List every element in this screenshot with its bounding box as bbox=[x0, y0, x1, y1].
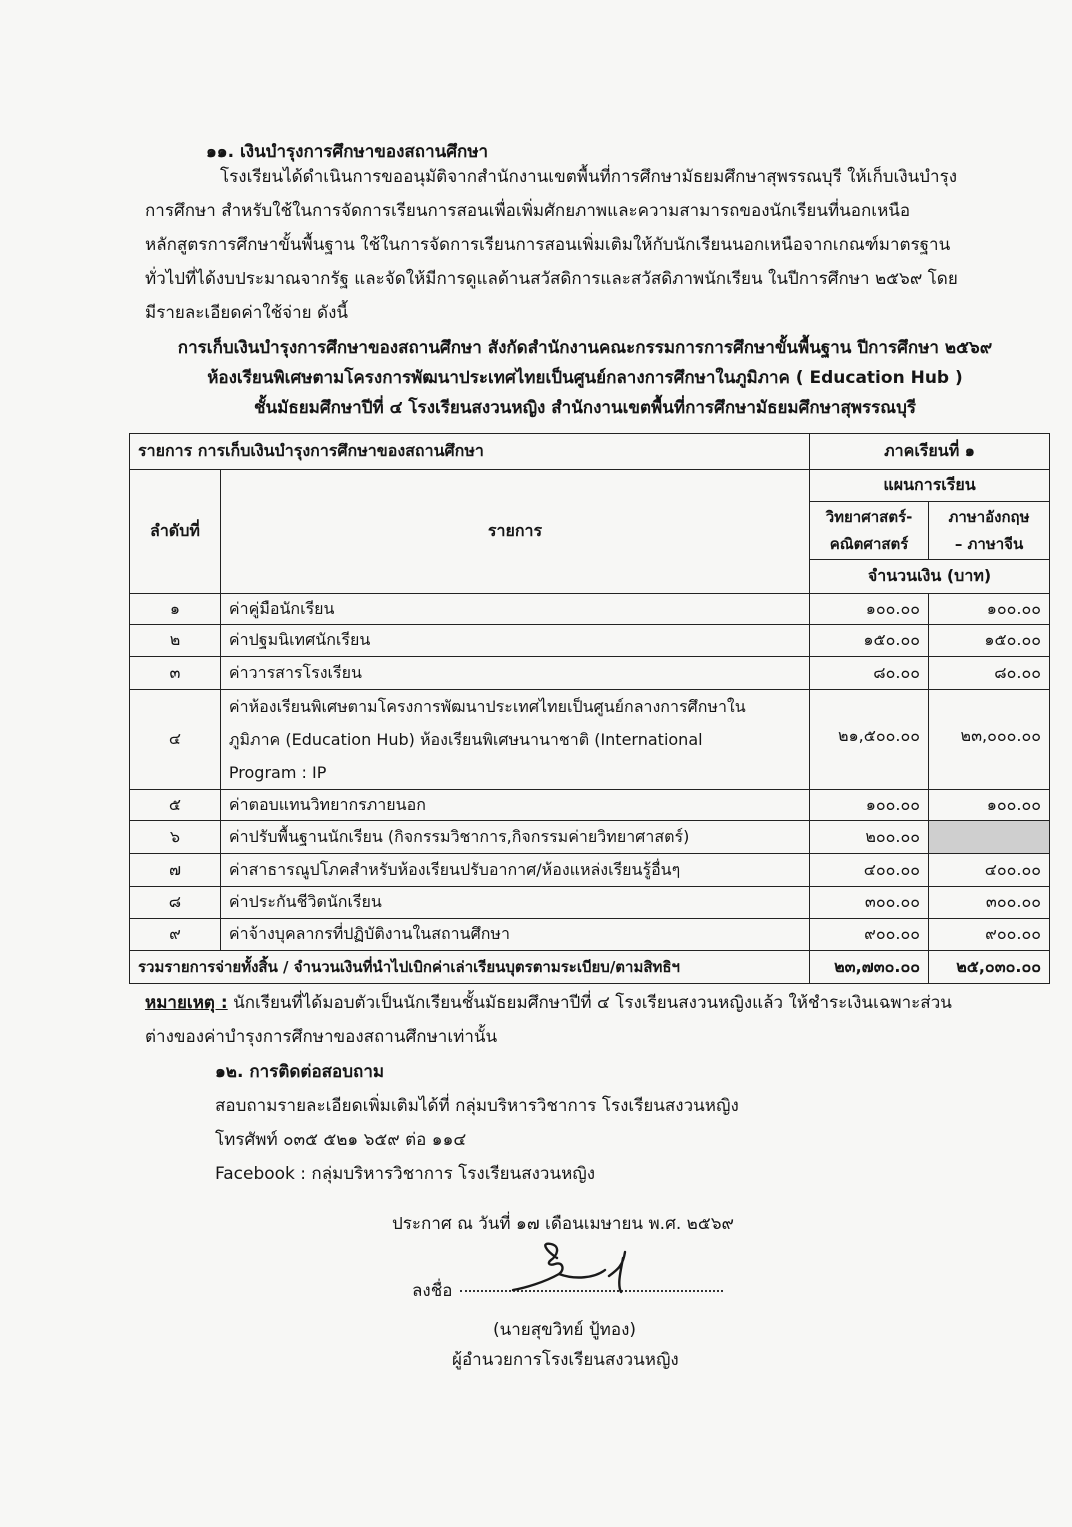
total-plan1: ๒๓,๗๓๐.๐๐ bbox=[810, 951, 929, 984]
plan-eng-chinese-header bbox=[929, 502, 1050, 560]
row-item: ค่าสาธารณูปโภคสำหรับห้องเรียนปรับอากาศ/ห้องแหล่งเรียนรู้อื่นๆ bbox=[220, 854, 809, 887]
row-item: ค่าประกันชีวิตนักเรียน bbox=[220, 887, 809, 919]
item-header: รายการ bbox=[220, 470, 809, 594]
no-header: ลำดับที่ bbox=[130, 470, 221, 594]
plan2-line: – ภาษาจีน bbox=[954, 534, 1024, 553]
contact-line: โทรศัพท์ ๐๓๕ ๕๒๑ ๖๕๙ ต่อ ๑๑๔ bbox=[215, 1130, 467, 1150]
plan-sci-math-header bbox=[810, 502, 929, 560]
row-value-plan2-shaded bbox=[929, 821, 1050, 854]
row-item: ค่าจ้างบุคลากรที่ปฏิบัติงานในสถานศึกษา bbox=[220, 919, 809, 951]
row-no: ๕ bbox=[130, 790, 221, 821]
amount-header: จำนวนเงิน (บาท) bbox=[810, 560, 1050, 594]
total-label: รวมรายการจ่ายทั้งสิ้น / จำนวนเงินที่นำไปเบิกค่าเล่าเรียนบุตรตามระเบียบ/ตามสิทธิฯ bbox=[130, 951, 810, 984]
table-title-line-3: ชั้นมัธยมศึกษาปีที่ ๔ โรงเรียนสงวนหญิง สำนักงานเขตพื้นที่การศึกษามัธยมศึกษาสุพรรณบุรี bbox=[253, 398, 917, 418]
row-value-plan2: ๑๐๐.๐๐ bbox=[929, 594, 1050, 625]
total-plan2: ๒๕,๐๓๐.๐๐ bbox=[929, 951, 1050, 984]
row-value-plan1: ๑๕๐.๐๐ bbox=[810, 625, 929, 657]
plan2-line: ภาษาอังกฤษ bbox=[948, 507, 1030, 526]
note bbox=[145, 986, 1005, 1054]
row-value-plan2: ๓๐๐.๐๐ bbox=[929, 887, 1050, 919]
row-no: ๖ bbox=[130, 821, 221, 854]
plan1-line: คณิตศาสตร์ bbox=[829, 534, 909, 553]
row-no: ๗ bbox=[130, 854, 221, 887]
row-value-plan2: ๑๕๐.๐๐ bbox=[929, 625, 1050, 657]
row-value-plan1: ๔๐๐.๐๐ bbox=[810, 854, 929, 887]
handwritten-signature bbox=[505, 1240, 635, 1304]
plan-header: แผนการเรียน bbox=[810, 470, 1050, 502]
row-value-plan1: ๒๐๐.๐๐ bbox=[810, 821, 929, 854]
row-value-plan1: ๓๐๐.๐๐ bbox=[810, 887, 929, 919]
contact-section bbox=[215, 1055, 739, 1191]
row-no: ๒ bbox=[130, 625, 221, 657]
table-total-row bbox=[130, 951, 1050, 984]
plan1-line: วิทยาศาสตร์- bbox=[825, 507, 913, 526]
section-12-heading: ๑๒. การติดต่อสอบถาม bbox=[215, 1062, 385, 1082]
intro-line: มีรายละเอียดค่าใช้จ่าย ดังนี้ bbox=[145, 303, 349, 323]
row-item-line: ค่าห้องเรียนพิเศษตามโครงการพัฒนาประเทศไทยเป็นศูนย์กลางการศึกษาใน bbox=[228, 697, 746, 716]
row-value-plan2: ๙๐๐.๐๐ bbox=[929, 919, 1050, 951]
note-text: นักเรียนที่ได้มอบตัวเป็นนักเรียนชั้นมัธยมศึกษาปีที่ ๔ โรงเรียนสงวนหญิงแล้ว ให้ชำระเงินเฉพาะส่วน bbox=[227, 993, 952, 1013]
row-value-plan1: ๑๐๐.๐๐ bbox=[810, 790, 929, 821]
table-header-title: รายการ การเก็บเงินบำรุงการศึกษาของสถานศึกษา bbox=[130, 434, 810, 470]
semester-header: ภาคเรียนที่ ๑ bbox=[810, 434, 1050, 470]
table-row bbox=[130, 854, 1050, 887]
table-row bbox=[130, 690, 1050, 790]
contact-line: สอบถามรายละเอียดเพิ่มเติมได้ที่ กลุ่มบริหารวิชาการ โรงเรียนสงวนหญิง bbox=[215, 1096, 739, 1116]
signature-label: ลงชื่อ bbox=[412, 1281, 453, 1301]
row-value-plan2: ๑๐๐.๐๐ bbox=[929, 790, 1050, 821]
row-item-line: Program : IP bbox=[228, 763, 327, 782]
row-no: ๙ bbox=[130, 919, 221, 951]
row-no: ๘ bbox=[130, 887, 221, 919]
table-title-line-2: ห้องเรียนพิเศษตามโครงการพัฒนาประเทศไทยเป็นศูนย์กลางการศึกษาในภูมิภาค ( Education Hub ) bbox=[207, 368, 963, 388]
row-item-line: ภูมิภาค (Education Hub) ห้องเรียนพิเศษนานาชาติ (International bbox=[228, 730, 703, 749]
contact-line: Facebook : กลุ่มบริหารวิชาการ โรงเรียนสงวนหญิง bbox=[215, 1164, 596, 1184]
table-row bbox=[130, 790, 1050, 821]
row-value-plan1: ๙๐๐.๐๐ bbox=[810, 919, 929, 951]
row-no: ๓ bbox=[130, 657, 221, 690]
table-row bbox=[130, 919, 1050, 951]
table-titles bbox=[120, 333, 1050, 423]
intro-line: การศึกษา สำหรับใช้ในการจัดการเรียนการสอนเพื่อเพิ่มศักยภาพและความสามารถของนักเรียนที่นอกเหนือ bbox=[145, 201, 911, 221]
table-row bbox=[130, 657, 1050, 690]
row-value-plan1: ๒๑,๕๐๐.๐๐ bbox=[810, 690, 929, 790]
table-row bbox=[130, 625, 1050, 657]
row-item: ค่าปรับพื้นฐานนักเรียน (กิจกรรมวิชาการ,กิจกรรมค่ายวิทยาศาสตร์) bbox=[220, 821, 809, 854]
row-item: ค่าคู่มือนักเรียน bbox=[220, 594, 809, 625]
intro-line: ทั่วไปที่ได้งบประมาณจากรัฐ และจัดให้มีการดูแลด้านสวัสดิการและสวัสดิภาพนักเรียน ในปีการศึกษา ๒๕๖๙ โดย bbox=[145, 269, 958, 289]
table-header-row bbox=[130, 434, 1050, 470]
intro-line: หลักสูตรการศึกษาขั้นพื้นฐาน ใช้ในการจัดการเรียนการสอนเพิ่มเติมให้กับนักเรียนนอกเหนือจากเกณฑ์มาตรฐาน bbox=[145, 235, 951, 255]
row-item: ค่าปฐมนิเทศนักเรียน bbox=[220, 625, 809, 657]
row-no: ๑ bbox=[130, 594, 221, 625]
signer-name: (นายสุขวิทย์ ปู้ทอง) bbox=[493, 1320, 637, 1340]
table-header-row bbox=[130, 470, 1050, 502]
intro-paragraph bbox=[145, 160, 980, 330]
note-label: หมายเหตุ : bbox=[145, 993, 228, 1013]
note-line: ต่างของค่าบำรุงการศึกษาของสถานศึกษาเท่านั้น bbox=[145, 1027, 498, 1047]
table-row bbox=[130, 821, 1050, 854]
row-value-plan2: ๔๐๐.๐๐ bbox=[929, 854, 1050, 887]
row-item: ค่าตอบแทนวิทยากรภายนอก bbox=[220, 790, 809, 821]
row-no: ๔ bbox=[130, 690, 221, 790]
row-value-plan1: ๑๐๐.๐๐ bbox=[810, 594, 929, 625]
section-11-heading: ๑๑. เงินบำรุงการศึกษาของสถานศึกษา bbox=[206, 142, 489, 162]
row-value-plan2: ๒๓,๐๐๐.๐๐ bbox=[929, 690, 1050, 790]
intro-line: โรงเรียนได้ดำเนินการขออนุมัติจากสำนักงานเขตพื้นที่การศึกษามัธยมศึกษาสุพรรณบุรี ให้เก็บเงินบำรุง bbox=[220, 167, 958, 187]
table-row bbox=[130, 887, 1050, 919]
signer-title: ผู้อำนวยการโรงเรียนสงวนหญิง bbox=[452, 1350, 679, 1370]
fees-table bbox=[129, 433, 1050, 984]
row-item: ค่าวารสารโรงเรียน bbox=[220, 657, 809, 690]
announcement-date: ประกาศ ณ วันที่ ๑๗ เดือนเมษายน พ.ศ. ๒๕๖๙ bbox=[392, 1214, 734, 1234]
row-item bbox=[220, 690, 809, 790]
table-title-line-1: การเก็บเงินบำรุงการศึกษาของสถานศึกษา สังกัดสำนักงานคณะกรรมการการศึกษาขั้นพื้นฐาน ปีการศึกษา ๒๕๖๙ bbox=[177, 338, 993, 358]
row-value-plan1: ๘๐.๐๐ bbox=[810, 657, 929, 690]
note-line bbox=[145, 986, 1005, 1020]
table-row bbox=[130, 594, 1050, 625]
row-value-plan2: ๘๐.๐๐ bbox=[929, 657, 1050, 690]
